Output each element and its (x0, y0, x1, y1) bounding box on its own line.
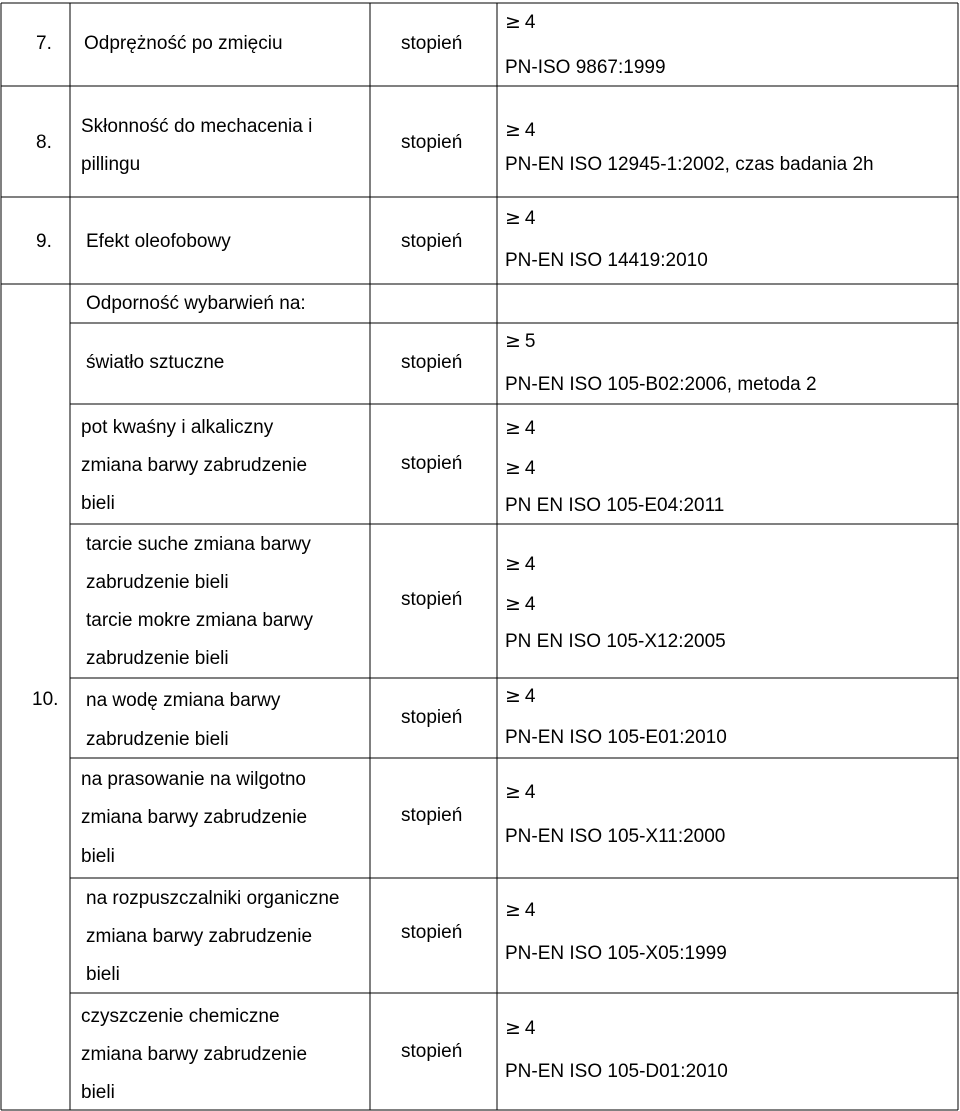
row-7-norm: PN-ISO 9867:1999 (505, 57, 666, 78)
sweat-value2-number: 4 (524, 458, 536, 479)
dryclean-value-number: 4 (524, 1018, 536, 1039)
ge-symbol: ≥ (505, 593, 521, 615)
rubbing-line1: tarcie suche zmiana barwy (86, 534, 311, 555)
sweat-line3: bieli (81, 493, 115, 514)
rubbing-line3: tarcie mokre zmiana barwy (86, 610, 314, 631)
ge-symbol: ≥ (505, 119, 521, 141)
ge-symbol: ≥ (505, 207, 521, 229)
sweat-value1 (505, 416, 536, 441)
row-10-number: 10. (32, 689, 59, 710)
dryclean-line1: czyszczenie chemiczne (81, 1006, 280, 1027)
light-unit: stopień (401, 352, 463, 373)
row-8-value (505, 118, 536, 143)
ge-symbol: ≥ (505, 417, 521, 439)
row-8-value-number: 4 (524, 120, 536, 141)
row-9-name: Efekt oleofobowy (86, 231, 231, 252)
ge-symbol: ≥ (505, 899, 521, 921)
rubbing-line2: zabrudzenie bieli (86, 572, 229, 593)
ironing-unit: stopień (401, 805, 463, 826)
ironing-norm: PN-EN ISO 105-X11:2000 (505, 826, 726, 847)
water-line1: na wodę zmiana barwy (86, 690, 281, 711)
water-norm: PN-EN ISO 105-E01:2010 (505, 727, 727, 748)
rubbing-line4: zabrudzenie bieli (86, 648, 229, 669)
ironing-line2: zmiana barwy zabrudzenie (81, 807, 308, 828)
row-10-header: Odporność wybarwień na: (86, 293, 306, 314)
ge-symbol: ≥ (505, 685, 521, 707)
sweat-line1: pot kwaśny i alkaliczny (81, 417, 274, 438)
row-7-value (505, 10, 536, 35)
solvents-line1: na rozpuszczalniki organiczne (86, 888, 340, 909)
row-9-value (505, 206, 536, 231)
row-7-name: Odprężność po zmięciu (84, 33, 283, 54)
solvents-value-number: 4 (524, 900, 536, 921)
row-7-unit: stopień (401, 33, 463, 54)
row-8-number: 8. (36, 132, 52, 153)
row-8-name-line2: pillingu (81, 154, 141, 175)
solvents-line2: zmiana barwy zabrudzenie (86, 926, 313, 947)
light-value-number: 5 (524, 331, 536, 352)
solvents-line3: bieli (86, 964, 120, 985)
ironing-value (505, 780, 536, 805)
dryclean-unit: stopień (401, 1041, 463, 1062)
ge-symbol: ≥ (505, 781, 521, 803)
ge-symbol: ≥ (505, 11, 521, 33)
ge-symbol: ≥ (505, 553, 521, 575)
sweat-norm: PN EN ISO 105-E04:2011 (505, 495, 725, 516)
row-9-norm: PN-EN ISO 14419:2010 (505, 250, 708, 271)
light-value (505, 329, 536, 354)
ge-symbol: ≥ (505, 457, 521, 479)
solvents-value (505, 898, 536, 923)
row-9-unit: stopień (401, 231, 463, 252)
sweat-line2: zmiana barwy zabrudzenie (81, 455, 308, 476)
light-name: światło sztuczne (86, 352, 225, 373)
row-8-unit: stopień (401, 132, 463, 153)
ge-symbol: ≥ (505, 330, 521, 352)
row-8-name-line1: Skłonność do mechacenia i (81, 116, 313, 137)
dryclean-line3: bieli (81, 1082, 115, 1103)
sweat-value2 (505, 456, 536, 481)
row-9-value-number: 4 (524, 208, 536, 229)
water-value (505, 684, 536, 709)
row-8-norm: PN-EN ISO 12945-1:2002, czas badania 2h (505, 154, 874, 175)
solvents-norm: PN-EN ISO 105-X05:1999 (505, 943, 727, 964)
water-line2: zabrudzenie bieli (86, 729, 229, 750)
ge-symbol: ≥ (505, 1017, 521, 1039)
ironing-line1: na prasowanie na wilgotno (81, 769, 306, 790)
dryclean-value (505, 1016, 536, 1041)
solvents-unit: stopień (401, 922, 463, 943)
sweat-unit: stopień (401, 453, 463, 474)
row-7-number: 7. (36, 33, 52, 54)
rubbing-value1-number: 4 (524, 554, 536, 575)
ironing-line3: bieli (81, 846, 115, 867)
row-9-number: 9. (36, 231, 52, 252)
ironing-value-number: 4 (524, 782, 536, 803)
rubbing-value2-number: 4 (524, 594, 536, 615)
dryclean-line2: zmiana barwy zabrudzenie (81, 1044, 308, 1065)
water-value-number: 4 (524, 686, 536, 707)
rubbing-norm: PN EN ISO 105-X12:2005 (505, 631, 726, 652)
rubbing-value1 (505, 552, 536, 577)
rubbing-unit: stopień (401, 589, 463, 610)
dryclean-norm: PN-EN ISO 105-D01:2010 (505, 1061, 728, 1082)
water-unit: stopień (401, 707, 463, 728)
sweat-value1-number: 4 (524, 418, 536, 439)
light-norm: PN-EN ISO 105-B02:2006, metoda 2 (505, 374, 817, 395)
row-7-value-number: 4 (524, 12, 536, 33)
rubbing-value2 (505, 592, 536, 617)
